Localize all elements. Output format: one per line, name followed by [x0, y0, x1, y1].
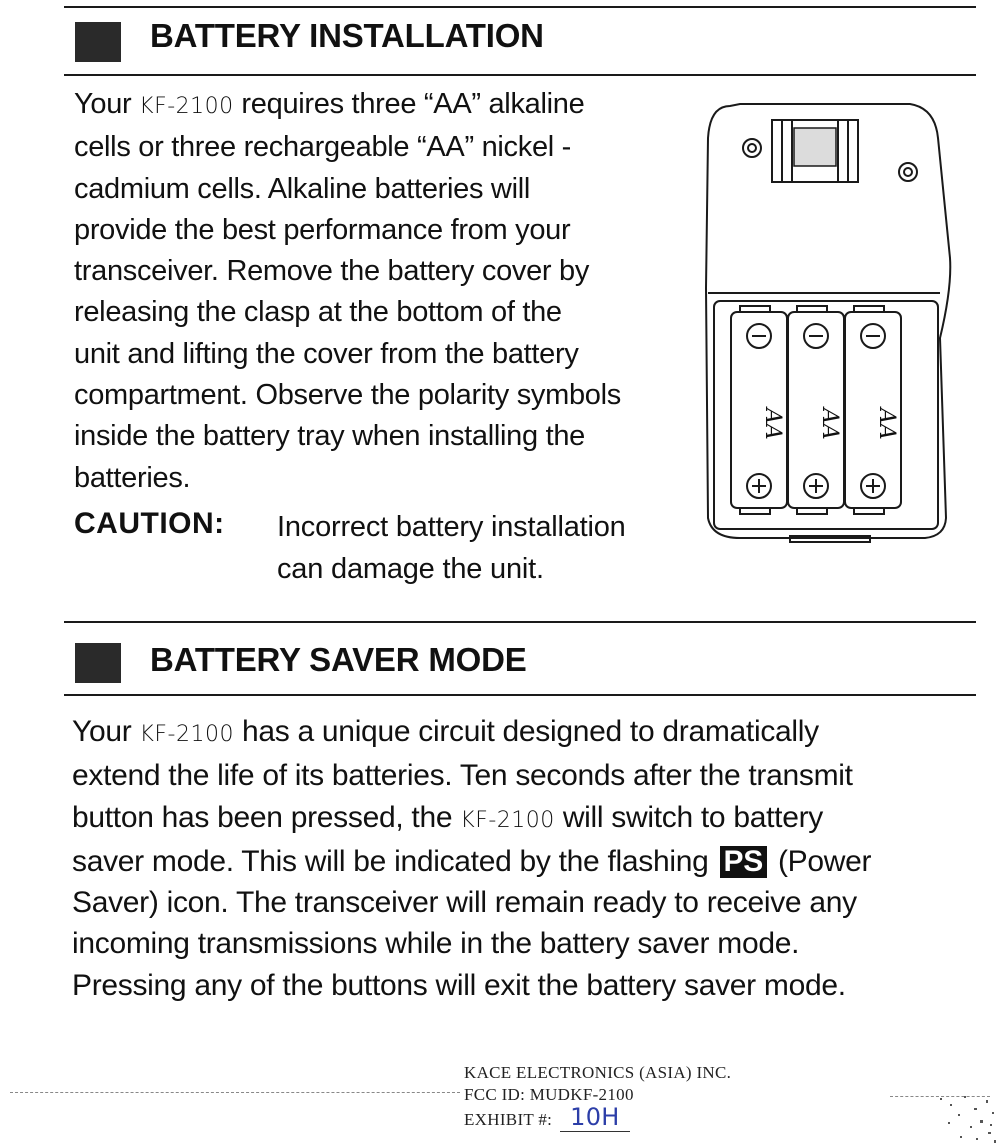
top-rule [64, 6, 976, 8]
paragraph-line: cells or three rechargeable “AA” nickel - [74, 131, 572, 164]
text-run: will switch to battery [554, 800, 823, 834]
screw-icon [743, 139, 761, 157]
exhibit-line [464, 1103, 731, 1131]
fcc-id: FCC ID: MUDKF-2100 [464, 1085, 634, 1104]
text-run: Your [74, 88, 140, 120]
caution-label: CAUTION: [74, 507, 225, 540]
scan-artifact-line [10, 1092, 460, 1093]
paragraph-line: inside the battery tray when installing the [74, 420, 586, 453]
saver-paragraph [72, 711, 982, 1006]
text-run: requires three “AA” alkaline [233, 88, 585, 120]
paragraph-line: incoming transmissions while in the battery saver mode. [72, 927, 800, 961]
exhibit-label: EXHIBIT #: [464, 1110, 553, 1129]
device-back-outline [706, 104, 950, 538]
paragraph-line: Pressing any of the buttons will exit the battery saver mode. [72, 968, 846, 1002]
paragraph-line [72, 711, 982, 755]
model-handwritten: KF-2100 [139, 722, 234, 747]
paragraph-line: extend the life of its batteries. Ten seconds after the transmit [72, 759, 853, 793]
paragraph-line: compartment. Observe the polarity symbols [74, 379, 621, 412]
battery-compartment-diagram [700, 98, 955, 548]
section-rule [64, 621, 976, 623]
paragraph-line: releasing the clasp at the bottom of the [74, 296, 562, 329]
battery-label: AA [760, 408, 785, 440]
caution-line: Incorrect battery installation [277, 511, 626, 543]
paragraph-line: batteries. [74, 461, 191, 494]
exhibit-number-handwritten: 10H [560, 1103, 630, 1132]
paragraph-line: provide the best performance from your [74, 213, 571, 246]
model-handwritten: KF-2100 [139, 94, 234, 119]
caution-line: can damage the unit. [277, 552, 544, 585]
battery-label: AA [817, 408, 842, 440]
battery-label: AA [874, 408, 899, 440]
exhibit-stamp [464, 1062, 731, 1131]
paragraph-line: Saver) icon. The transceiver will remain ready to receive any [72, 886, 857, 920]
section-title-battery-installation: BATTERY INSTALLATION [150, 17, 544, 54]
model-handwritten: KF-2100 [460, 807, 555, 833]
caution-text [277, 507, 626, 590]
paragraph-line [72, 841, 982, 882]
text-run: has a unique circuit designed to dramatically [233, 715, 819, 748]
section-title-battery-saver: BATTERY SAVER MODE [150, 641, 527, 678]
text-run: button has been pressed, the [72, 800, 461, 834]
section-rule [64, 694, 976, 696]
paragraph-line: cadmium cells. Alkaline batteries will [74, 172, 530, 205]
text-run: saver mode. This will be indicated by the flashing [72, 844, 717, 878]
section-marker-square [75, 22, 121, 62]
screw-icon [899, 163, 917, 181]
paragraph-line [74, 84, 694, 127]
text-run: (Power [769, 844, 872, 878]
company-name: KACE ELECTRONICS (ASIA) INC. [464, 1063, 732, 1082]
text-run: Your [72, 715, 140, 748]
section-rule [64, 74, 976, 76]
installation-paragraph [74, 84, 694, 499]
paragraph-line: transceiver. Remove the battery cover by [74, 255, 590, 288]
section-marker-square [75, 643, 121, 683]
paragraph-line: unit and lifting the cover from the battery [74, 337, 579, 370]
scan-noise [930, 1092, 998, 1146]
ps-icon: PS [720, 846, 767, 878]
paragraph-line [72, 797, 982, 841]
